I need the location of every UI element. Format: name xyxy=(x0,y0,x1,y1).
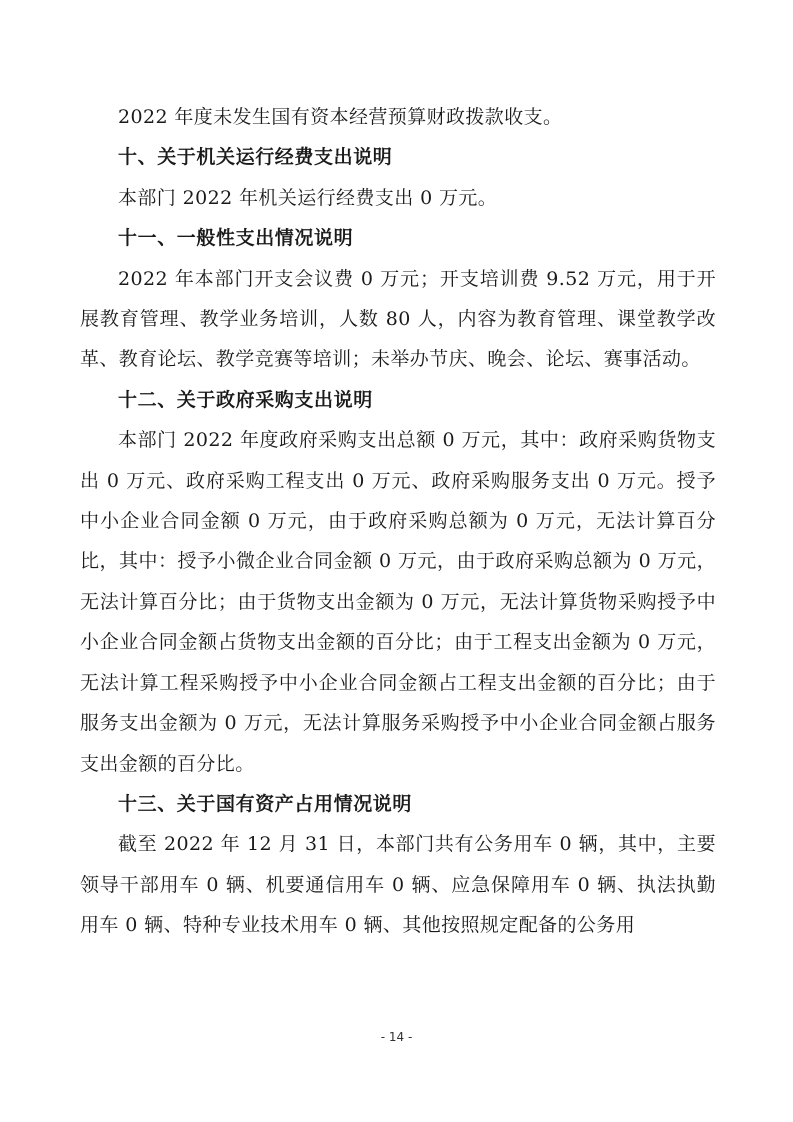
paragraph-operating-expenses: 本部门 2022 年机关运行经费支出 0 万元。 xyxy=(118,186,498,209)
page-number: - 14 - xyxy=(380,1030,413,1044)
section-heading-11: 十一、一般性支出情况说明 xyxy=(118,227,354,250)
section-heading-13: 十三、关于国有资产占用情况说明 xyxy=(118,792,413,815)
paragraph-state-capital-note: 2022 年度未发生国有资本经营预算财政拨款收支。 xyxy=(118,106,563,128)
paragraph-government-procurement: 本部门 2022 年度政府采购支出总额 0 万元，其中：政府采购货物支出 0 万元、政府采购工程支出 0 万元、政府采购服务支出 0 万元。授予中小企业合同金额 0 万元，由于政府采购总额为 0 万元，无法计算百分比，其中：授予小微企业合同金额 0 万元，由于政府采购总额为 0 万元，无法计算百分比；由于货物支出金额为 0 万元，无法计算货物采购授予中小企业合同金额占货物支出金额的百分比；由于工程支出金额为 0 万元，无法计算工程采购授予中小企业合同金额占工程支出金额的百分比；由于服务支出金额为 0 万元，无法计算服务采购授予中小企业合同金额占服务支出金额的百分比。 xyxy=(80,429,716,775)
paragraph-general-expenses: 2022 年本部门开支会议费 0 万元；开支培训费 9.52 万元，用于开展教育管理、教学业务培训，人数 80 人，内容为教育管理、课堂教学改革、教育论坛、教学竞赛等培训；未举办节庆、晚会、论坛、赛事活动。 xyxy=(80,267,716,371)
document-body xyxy=(80,97,716,946)
section-heading-10: 十、关于机关运行经费支出说明 xyxy=(118,146,393,169)
section-heading-12: 十二、关于政府采购支出说明 xyxy=(118,388,373,411)
paragraph-state-assets: 截至 2022 年 12 月 31 日，本部门共有公务用车 0 辆，其中，主要领导干部用车 0 辆、机要通信用车 0 辆、应急保障用车 0 辆、执法执勤用车 0 辆、特种专业技术用车 0 辆、其他按照规定配备的公务用 xyxy=(80,833,716,937)
